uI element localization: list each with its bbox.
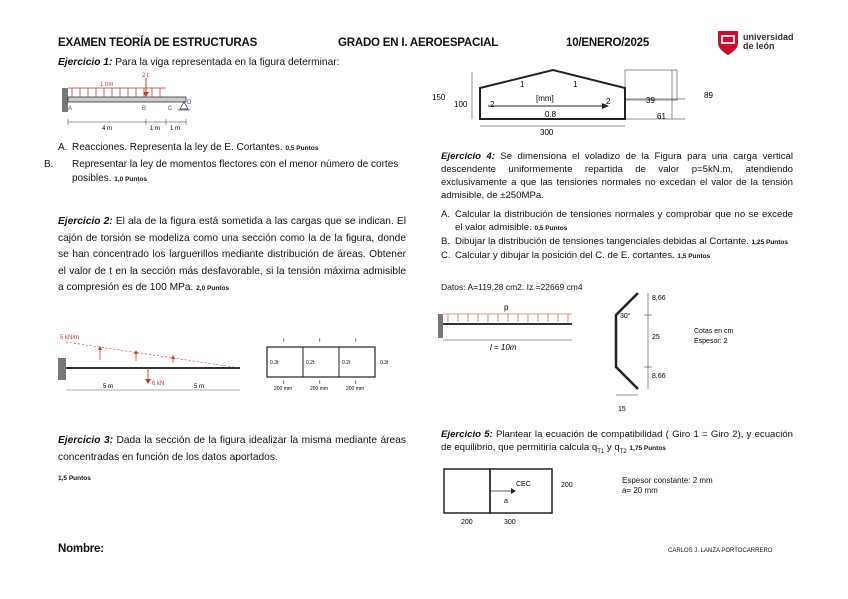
ex1-dim-1m-b: 1 m (170, 126, 181, 132)
ex2-web4: 0.3t (380, 360, 389, 366)
ex4-dim1: 8,66 (652, 295, 666, 302)
ex4-data-line: Datos: A=119,28 cm2. Iz =22669 cm4 (441, 282, 583, 292)
degree-title: GRADO EN I. AEROESPACIAL (338, 37, 499, 49)
ex1-item-b: B. Representar la ley de momentos flectores con el menor número de cortes posibles. 1,0 Puntos (44, 159, 399, 184)
ex5-a: a (504, 498, 508, 505)
ex2-len1: 5 m (103, 384, 114, 390)
university-name-line2: de león (743, 41, 775, 51)
ex1-point-b: B (142, 106, 147, 112)
ex4-text: Se dimensiona el voladizo de la Figura para una carga vertical descendente uniformemente repartida de valor p=5kN.m, atendiendo exclusivamente a que las tensiones normales no excedan el valor de la tensión admisible, de ±250MPa. (441, 151, 794, 201)
ex4-d61: 61 (657, 112, 666, 121)
ex2-wing-figure (58, 330, 243, 395)
ex4-h150: 150 (432, 93, 446, 102)
ex1-item-a: A. Reacciones. Representa la ley de E. Cortantes. 0,5 Puntos (58, 142, 319, 153)
ex4-item-b: B. Dibujar la distribución de tensiones tangenciales debidas al Cortante. 1,25 Puntos (441, 236, 789, 247)
ex4-item-a: A. Calcular la distribución de tensiones normales y comprobar que no se excede el valor admisible. 0,5 Puntos (441, 209, 793, 233)
ex2-point-load-label: 6 kN (152, 381, 165, 387)
ex1-distributed-load (68, 88, 166, 97)
ex2-len2: 5 m (194, 384, 205, 390)
ex4-w300: 300 (540, 128, 554, 137)
ex2-triangular-load (66, 342, 240, 368)
ex2-dist-load-label: 5 kN/m (60, 335, 80, 341)
ex5-cell1 (444, 469, 490, 513)
ex4-d39: 39 (646, 96, 655, 105)
ex4-t2b: 2 (606, 97, 611, 106)
ex1-text: Para la viga representada en la figura determinar: (115, 57, 340, 68)
ex4-t1a: 1 (520, 80, 525, 89)
ex4-length-label: l = 10m (490, 343, 517, 352)
ex1-load-label: 1 t/m (100, 82, 114, 88)
ex5-note2: a= 20 mm (622, 486, 658, 495)
author-label: CARLOS J. LANZA PORTOCARRERO (668, 548, 773, 554)
ex2-web2: 0.2t (306, 360, 315, 366)
ex2-w2: 200 mm (310, 386, 329, 391)
ex3-heading: Ejercicio 3: (58, 435, 113, 446)
ex4-angle: 30° (620, 313, 631, 320)
ex4-items (441, 208, 793, 263)
ex1-beam (68, 97, 186, 102)
ex4-h100: 100 (454, 100, 468, 109)
ex1-dim-1m-a: 1 m (150, 126, 161, 132)
ex2-wall (58, 358, 66, 380)
ex4-t2a: 2 (490, 100, 495, 109)
ex5-note1: Espesor constante: 2 mm (622, 476, 713, 485)
exam-date: 10/ENERO/2025 (566, 37, 650, 49)
ex4-note1: Cotas en cm (694, 328, 734, 335)
ex4-wall (438, 314, 443, 338)
ex5-h200: 200 (561, 482, 573, 489)
ex5-cec: CEC (516, 481, 531, 488)
ex4-t08: 0.8 (545, 110, 557, 119)
ex5-section-figure (438, 465, 578, 533)
ex3-text: Dada la sección de la figura idealizar la misma mediante áreas concentradas en función de los datos aportados. (58, 435, 406, 463)
ex5-statement: Ejercicio 5: Plantear la ecuación de compatibilidad ( Giro 1 = Giro 2), y ecuación de equilibrio, que permitiría calcula $q_{T1}$ y $q_{T2}$ 1,75 Puntos (441, 429, 793, 455)
ex3-points: 1,5 Puntos (58, 475, 91, 482)
ex1-point-c: C (168, 106, 173, 112)
ex5-notes (622, 476, 713, 496)
ex4-heading: Ejercicio 4: (441, 151, 495, 162)
ex4-thinwall-section-figure (598, 285, 768, 415)
ex4-bottom: 15 (618, 406, 626, 413)
ex5-heading: Ejercicio 5: (441, 429, 493, 440)
ex2-web1: 0.3t (270, 360, 279, 366)
ex5-points: 1,75 Puntos (629, 445, 666, 452)
ex5-text: Plantear la ecuación de compatibilidad ( Giro 1 = Giro 2), y ecuación de equilibrio, que permitiría calcula q (441, 429, 793, 453)
ex4-dim2: 25 (652, 334, 660, 341)
ex1-heading: Ejercicio 1: (58, 57, 113, 68)
ex2-bot-t1: t (283, 380, 285, 386)
ex5-w200: 200 (461, 519, 473, 526)
ex4-statement (441, 150, 793, 202)
ex4-p-label: p (504, 303, 509, 312)
ex2-web3: 0.2t (342, 360, 351, 366)
ex1-point-d: D (187, 100, 192, 106)
ex2-heading: Ejercicio 2: (58, 216, 113, 227)
ex2-statement (58, 214, 406, 298)
ex2-bot-t3: t (355, 380, 357, 386)
university-shield-logo (716, 28, 740, 56)
ex1-point-load-label: 2 t (142, 73, 149, 79)
ex2-w3: 200 mm (346, 386, 365, 391)
ex2-text: El ala de la figura está sometida a las cargas que se indican. El cajón de torsión se modeliza como una sección como la de la figura, donde se han concentrado los larguerillos mediante distribución de áreas. Obtener el valor de t en la sección más desfavorable, si la tensión máxima admisible a compresión es de 100 MPa. (58, 216, 406, 293)
ex2-points: 2,0 Puntos (196, 285, 230, 292)
ex2-w1: 200 mm (274, 386, 293, 391)
ex4-section-figure (428, 64, 728, 140)
ex1-beam-figure (58, 70, 198, 132)
ex4-t1b: 1 (573, 80, 578, 89)
ex4-item-c: C. Calcular y dibujar la posición del C. de E. cortantes. 1,5 Puntos (441, 250, 711, 261)
ex1-dim-4m: 4 m (102, 126, 113, 132)
ex4-d89: 89 (704, 91, 713, 100)
university-name-line1: universidad (743, 32, 794, 42)
ex4-dim3: 8,66 (652, 373, 666, 380)
ex2-top-t1: t (283, 338, 285, 344)
ex2-torsion-box-figure (262, 335, 400, 391)
ex2-top-t2: t (319, 338, 321, 344)
ex3-statement (58, 433, 406, 466)
ex4-unit: [mm] (536, 94, 554, 103)
ex4-section-shape (616, 293, 638, 389)
ex4-load-arrows (448, 314, 568, 322)
ex2-top-t3: t (355, 338, 357, 344)
ex1-point-a: A (68, 106, 73, 112)
ex5-w300: 300 (504, 519, 516, 526)
ex2-box (267, 347, 375, 377)
exam-title: EXAMEN TEORÍA DE ESTRUCTURAS (58, 37, 258, 49)
name-label: Nombre: (58, 543, 104, 555)
ex4-note2: Espesor: 2 (694, 338, 728, 345)
ex2-bot-t2: t (319, 380, 321, 386)
ex4-cantilever-figure (438, 300, 578, 355)
